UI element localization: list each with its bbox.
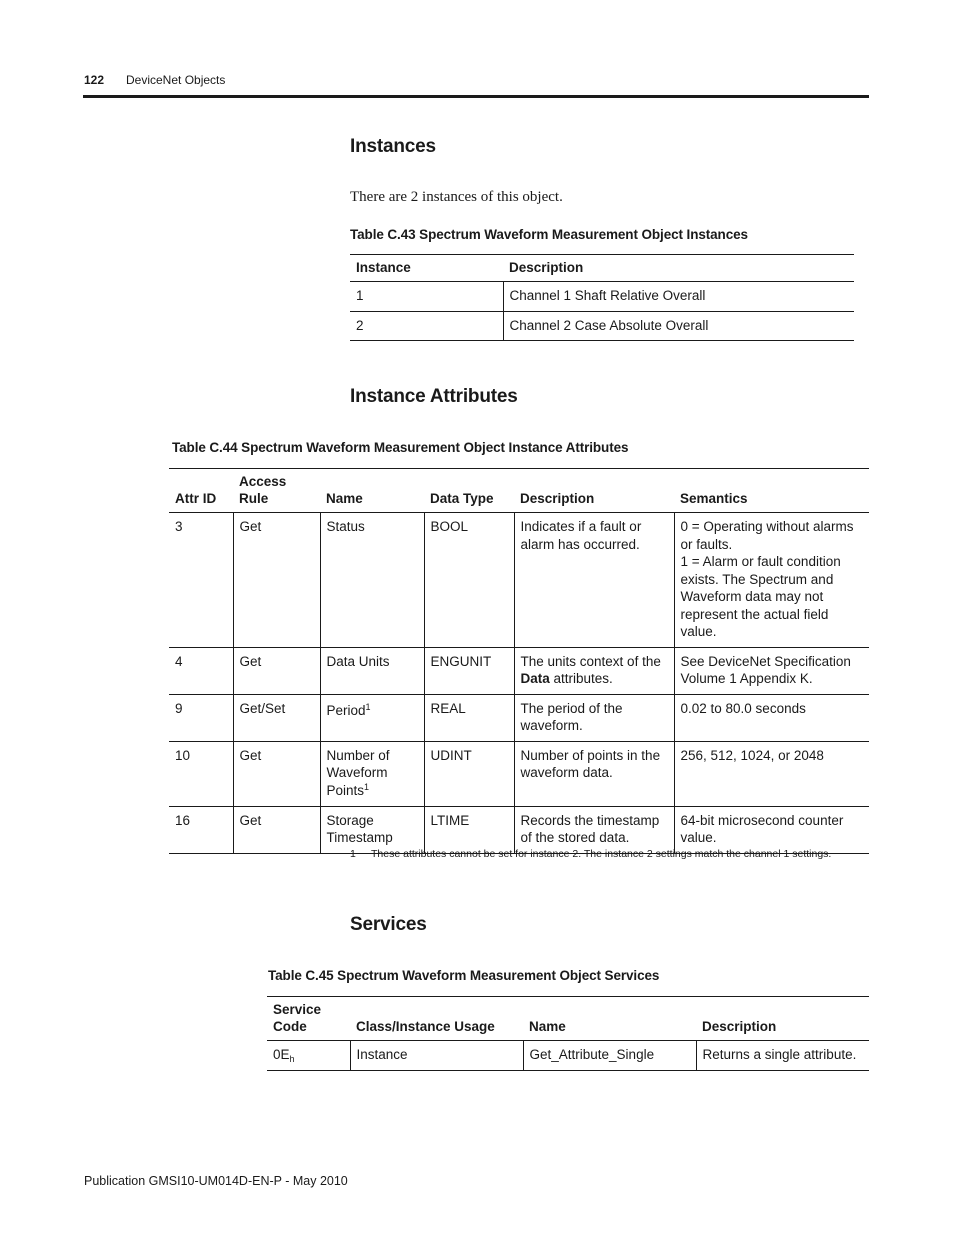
semantics-cell: 256, 512, 1024, or 2048 <box>674 741 869 806</box>
running-header-title: DeviceNet Objects <box>126 73 226 87</box>
col-header-access-rule: Access Rule <box>239 474 287 506</box>
data-type-cell: REAL <box>424 694 514 741</box>
table-row <box>169 647 869 694</box>
data-type-cell: LTIME <box>424 806 514 853</box>
publication-footer: Publication GMSI10-UM014D-EN-P - May 2010 <box>84 1174 348 1188</box>
hex-subscript: h <box>289 1054 295 1064</box>
col-header-attr-id: Attr ID <box>175 491 217 506</box>
access-rule-cell: Get/Set <box>233 694 320 741</box>
table-c43-caption: Table C.43 Spectrum Waveform Measurement Object Instances <box>350 227 748 242</box>
table-header-row <box>267 997 869 1041</box>
col-header-service-code: Service Code <box>273 1002 322 1034</box>
col-header-description: Description <box>520 491 595 506</box>
instances-heading: Instances <box>350 136 436 157</box>
description-cell <box>514 647 674 694</box>
access-rule-cell: Get <box>233 513 320 648</box>
instance-attributes-heading: Instance Attributes <box>350 386 518 407</box>
description-cell: Channel 2 Case Absolute Overall <box>503 311 854 341</box>
name-cell <box>320 513 424 648</box>
attr-id-cell: 10 <box>175 747 191 763</box>
footnote-ref: 1 <box>365 701 371 712</box>
name-cell <box>320 647 424 694</box>
col-header-description: Description <box>509 260 584 275</box>
col-header-class-instance-usage: Class/Instance Usage <box>356 1019 495 1034</box>
col-header-data-type: Data Type <box>430 491 494 506</box>
name-text: Status <box>326 519 365 534</box>
attr-id-cell: 4 <box>175 653 183 669</box>
description-cell <box>514 741 674 806</box>
header-rule <box>83 95 869 98</box>
description-text: Records the timestamp of the stored data. <box>520 812 660 845</box>
name-cell <box>320 741 424 806</box>
access-rule-cell: Get <box>233 647 320 694</box>
usage-cell: Instance <box>350 1041 523 1071</box>
table-c45-caption: Table C.45 Spectrum Waveform Measurement Object Services <box>268 968 660 983</box>
col-header-description: Description <box>702 1019 777 1034</box>
name-cell <box>320 694 424 741</box>
instance-cell: 1 <box>356 288 364 303</box>
instance-cell: 2 <box>356 317 364 333</box>
description-cell <box>514 694 674 741</box>
table-row <box>169 806 869 853</box>
service-code-cell <box>267 1041 350 1071</box>
description-bold-data: Data <box>520 671 550 686</box>
name-text: Data Units <box>326 653 390 669</box>
table-header-row <box>169 469 869 513</box>
instances-intro: There are 2 instances of this object. <box>350 189 563 205</box>
semantics-cell: 64-bit microsecond counter value. <box>674 806 869 853</box>
services-heading: Services <box>350 914 427 935</box>
attr-id-cell: 9 <box>175 700 183 716</box>
description-cell: Channel 1 Shaft Relative Overall <box>503 282 854 312</box>
table-c44-caption: Table C.44 Spectrum Waveform Measurement Object Instance Attributes <box>172 440 629 455</box>
table-row <box>350 311 854 341</box>
page-number: 122 <box>84 73 105 87</box>
table-row <box>169 513 869 648</box>
data-type-cell: ENGUNIT <box>424 647 514 694</box>
description-cell <box>514 513 674 648</box>
name-text: Number of Waveform Points <box>326 747 390 798</box>
data-type-cell: UDINT <box>424 741 514 806</box>
footnote-number: 1 <box>350 848 356 860</box>
table-row <box>169 741 869 806</box>
description-cell <box>514 806 674 853</box>
attr-id-cell: 16 <box>175 812 191 828</box>
table-row <box>267 1041 869 1071</box>
description-text-pre: The units context of the <box>520 653 661 669</box>
footnote-text: These attributes cannot be set for instance 2. The instance 2 settings match the channel 1 settings. <box>371 848 832 860</box>
services-table <box>267 996 869 1071</box>
description-cell: Returns a single attribute. <box>696 1041 869 1071</box>
col-header-name: Name <box>529 1019 566 1034</box>
col-header-instance: Instance <box>356 260 411 275</box>
semantics-cell: 0 = Operating without alarms or faults. 1 = Alarm or fault condition exists. The Spectrum and Waveform data may not represent the actual field value. <box>674 513 869 648</box>
attr-id-cell: 3 <box>175 519 183 534</box>
name-cell <box>320 806 424 853</box>
data-type-cell: BOOL <box>424 513 514 648</box>
name-cell: Get_Attribute_Single <box>523 1041 696 1071</box>
footnote-ref: 1 <box>364 781 370 792</box>
table-header-row <box>350 255 854 282</box>
semantics-cell: 0.02 to 80.0 seconds <box>674 694 869 741</box>
attributes-table <box>169 468 869 854</box>
name-text: Period <box>326 702 366 718</box>
access-rule-cell: Get <box>233 806 320 853</box>
table-row <box>169 694 869 741</box>
semantics-cell: See DeviceNet Specification Volume 1 Appendix K. <box>674 647 869 694</box>
description-text: The period of the waveform. <box>520 700 623 733</box>
table-row <box>350 282 854 312</box>
name-text: Storage Timestamp <box>326 812 393 845</box>
service-code-text: 0E <box>273 1047 290 1062</box>
access-rule-cell: Get <box>233 741 320 806</box>
col-header-name: Name <box>326 491 363 506</box>
description-text-post: attributes. <box>549 671 613 686</box>
description-text: Indicates if a fault or alarm has occurred. <box>520 519 642 552</box>
description-text: Number of points in the waveform data. <box>520 747 661 780</box>
col-header-semantics: Semantics <box>680 491 748 506</box>
instances-table <box>350 254 854 341</box>
